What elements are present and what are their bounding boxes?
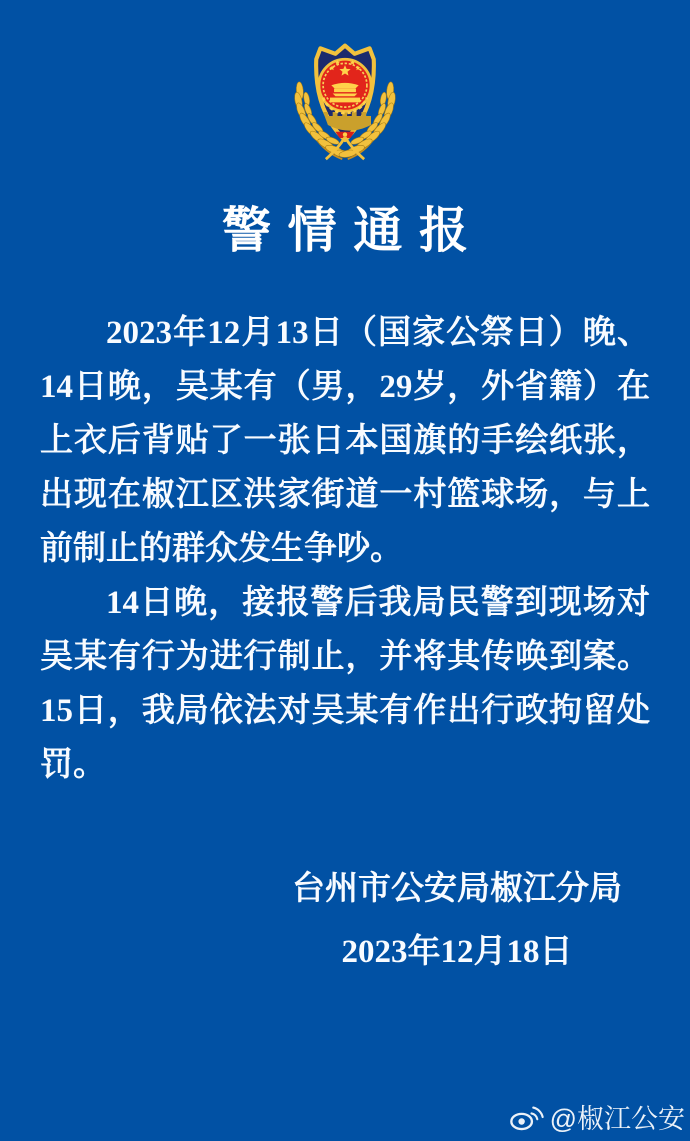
watermark-handle: @椒江公安 bbox=[549, 1104, 685, 1134]
weibo-icon bbox=[510, 1103, 544, 1131]
notice-body bbox=[40, 306, 650, 792]
issue-date: 2023年12月18日 bbox=[341, 934, 573, 970]
notice-paragraph-1: 2023年12月13日（国家公祭日）晚、14日晚，吴某有（男，29岁，外省籍）在上衣后背贴了一张日本国旗的手绘纸张，出现在椒江区洪家街道一村篮球场，与上前制止的群众发生争吵。 bbox=[40, 315, 650, 567]
notice-paragraph-2: 14日晚，接报警后我局民警到现场对吴某有行为进行制止，并将其传唤到案。15日，我局依法对吴某有作出行政拘留处罚。 bbox=[40, 585, 650, 783]
weibo-watermark bbox=[510, 1097, 685, 1136]
police-badge-icon bbox=[283, 36, 407, 166]
issuing-agency: 台州市公安局椒江分局 bbox=[292, 871, 622, 907]
signature-block bbox=[292, 862, 622, 972]
notice-title: 警情通报 bbox=[222, 203, 485, 258]
police-badge bbox=[283, 36, 407, 166]
